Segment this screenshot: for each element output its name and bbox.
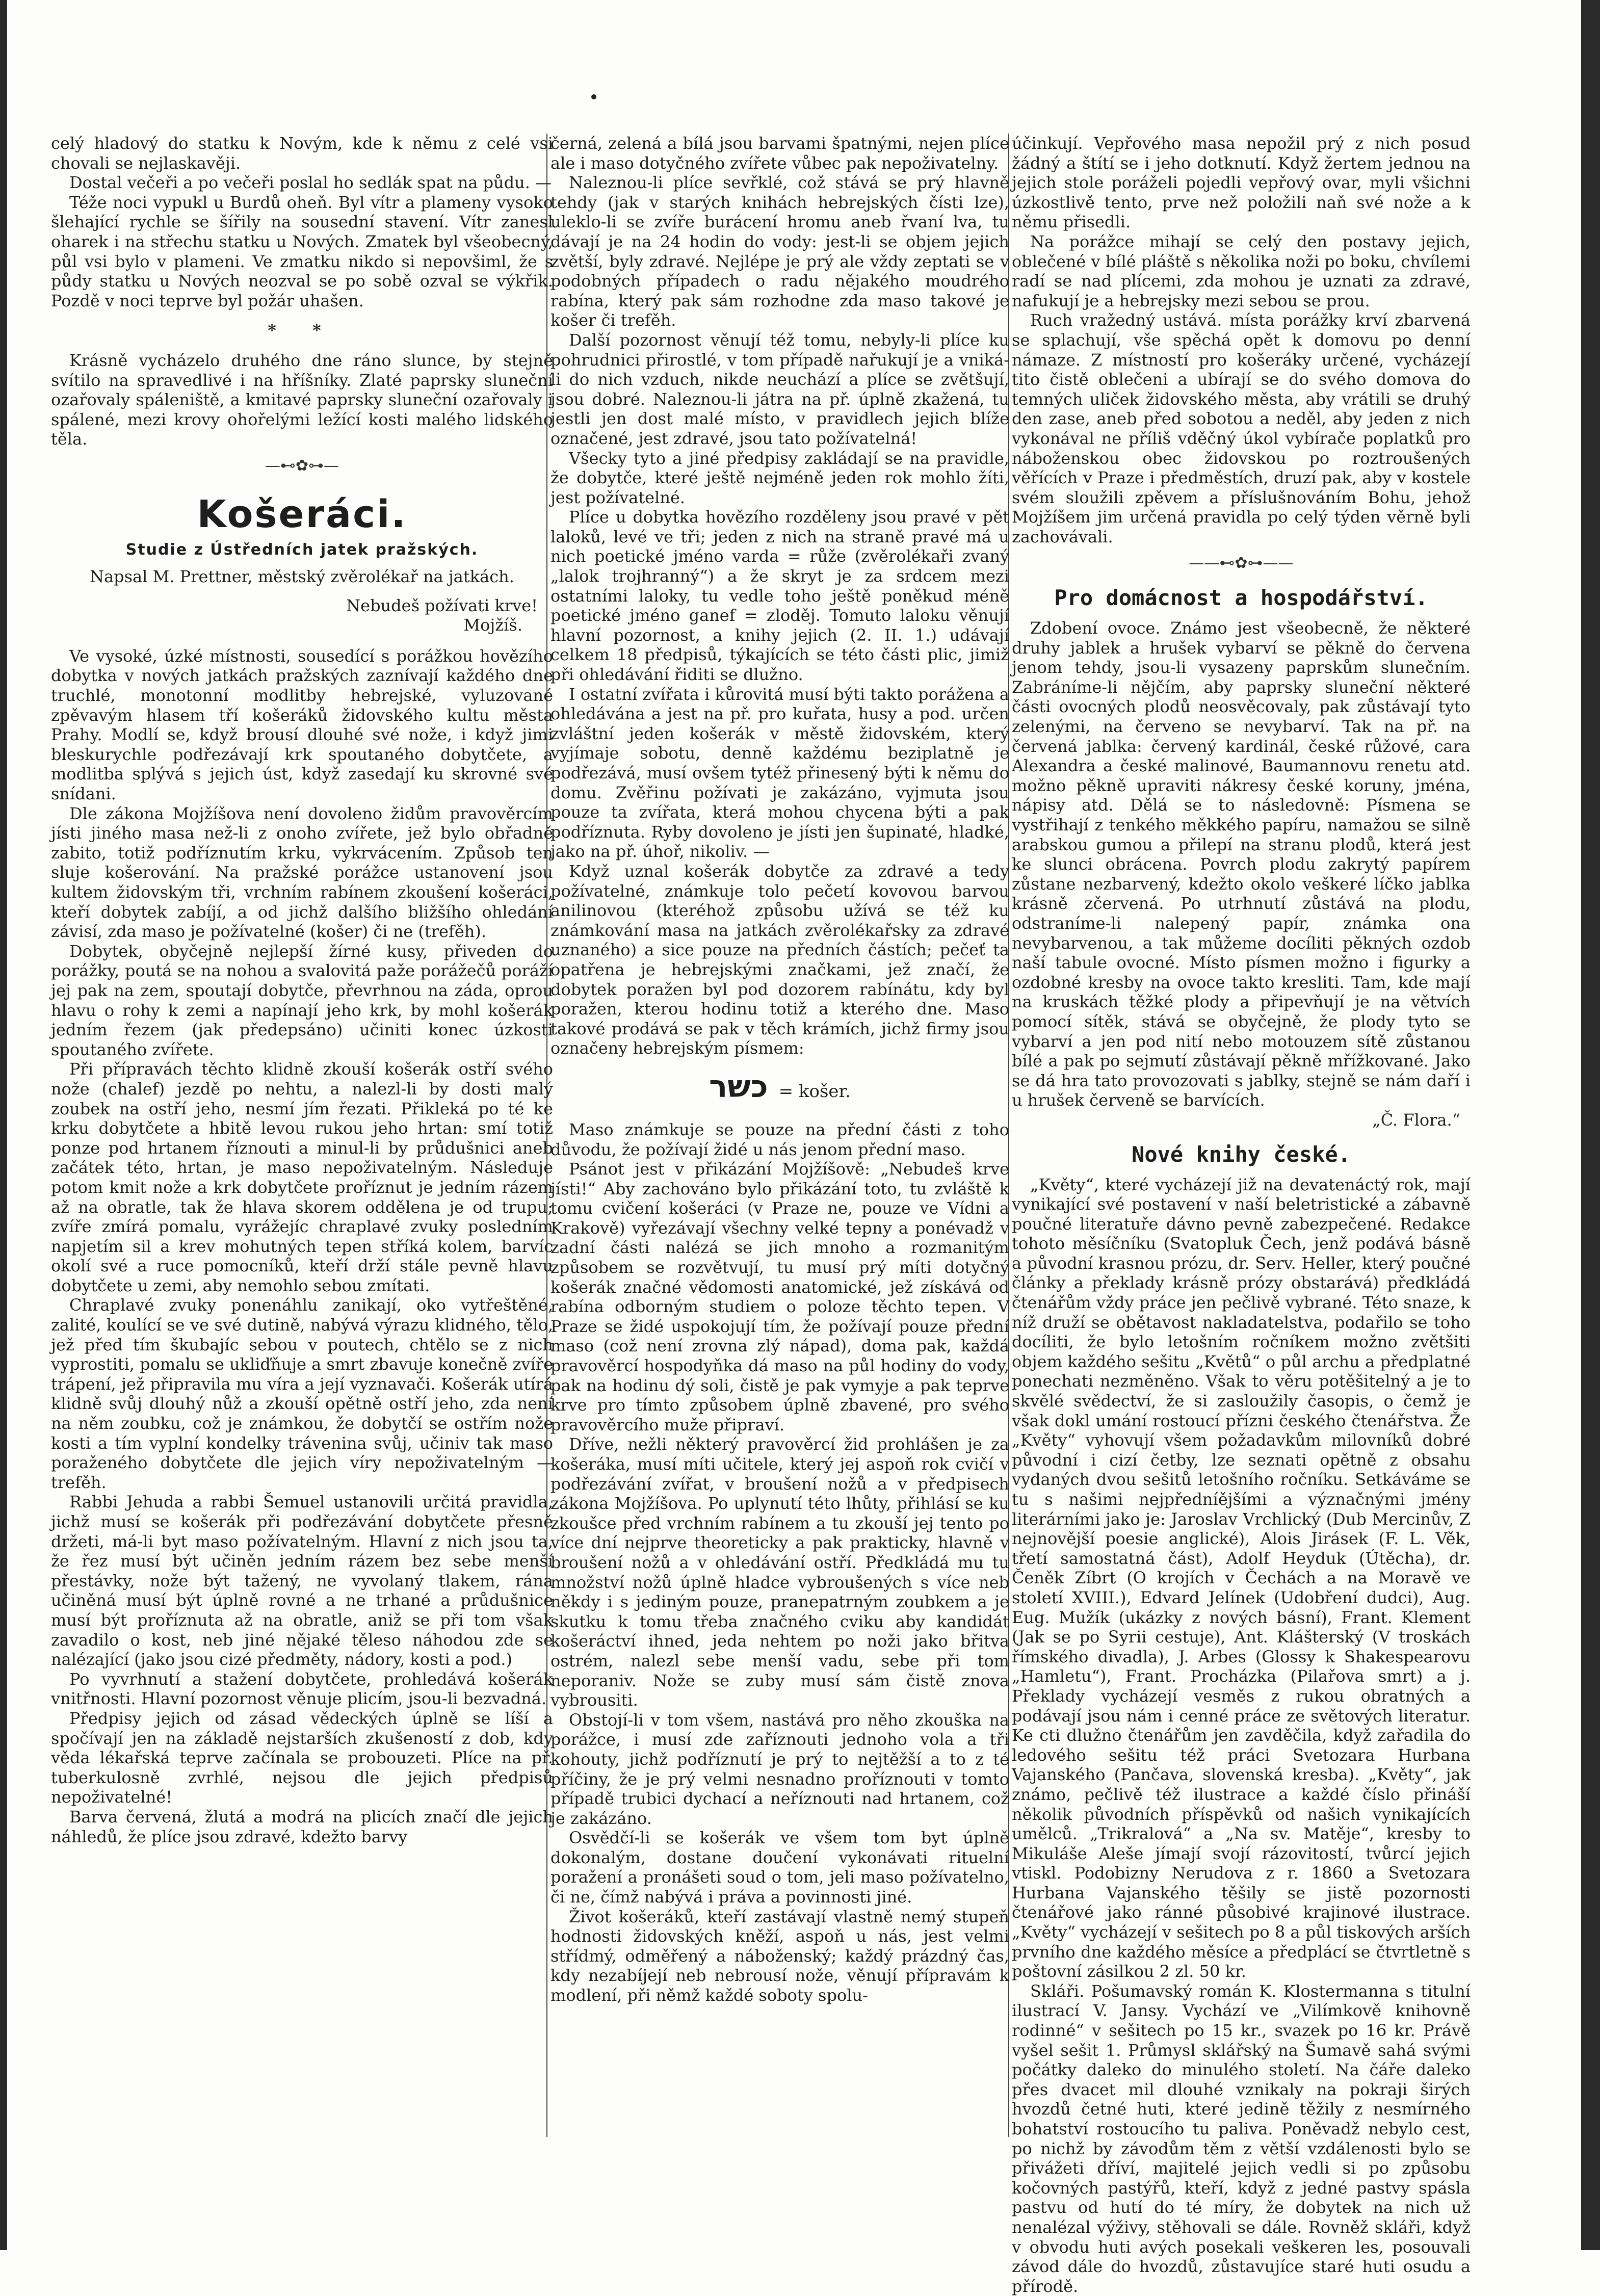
paragraph: černá, zelená a bílá jsou barvami špatnými, nejen plíce ale i maso dotyčného zvířete vůbec pak nepoživatelny. (550, 134, 1009, 173)
paragraph: Psánot jest v přikázání Mojžíšově: „Nebudeš krve jísti!“ Aby zachováno bylo přikázání toto, tu zvláště k tomu cvičení košeráci (v Praze ne, pouze ve Vídni a Krakově) vyřezávají všechny velké tepny a ponévadž v zadní části nalézá se jich mnoho a rozmanitým způsobem se rozvětvují, tu musí prý míti dotyčný košerák značné vědomosti anatomické, jež získává od rabína odborným studiem o poloze těchto tepen. V Praze se židé uspokojují tím, že požívají pouze přední maso (což není zrovna zlý nápad), doma pak, každá pravověrcí hospodyňka dá maso na půl hodiny do vody, pak na hodinu dý soli, čistě je pak vymyje a pak teprve krve pro tímto způsobem úplně zbavené, pro svého pravověrcího muže připraví. (550, 1159, 1009, 1434)
paragraph: celý hladový do statku k Novým, kde k němu z celé vsi chovali se nejlaskavěji. (51, 134, 553, 173)
ornament-divider: ——⊷✿⊶—— (1189, 554, 1294, 572)
paragraph: Rabbi Jehuda a rabbi Šemuel ustanovili určitá pravidla, jichž musí se košerák při podřezávání dobytčete přesně držeti, má-li byt maso požívatelným. Hlavní z nich jsou ta, že řez musí být učiněn jedním rázem bez sebe menší přestávky, nože být tažený, ne vyvolaný tlakem, rána učiněná musí být úplně rovné a ne trhané a průdušnice musí být proříznuta až na obratle, aniž se při tom však zavadilo o kost, neb jiné nějaké těleso náhodou zde se nalézající (jako jsou cizé předměty, nádory, kosti a pod.) (51, 1492, 553, 1669)
hebrew-kosher-word (550, 1066, 1009, 1112)
paragraph: I ostatní zvířata i kůrovitá musí býti takto porážena a ohledávána a jest na př. pro kuřata, husy a pod. určen zvláštní jeden košerák v městě židovském, který vyjímaje sobotu, denně každému beziplatně je podřezává, musí ovšem tytéž přinesený býti k němu do domu. Zvěřinu požívati je zakázáno, vyjmuta jsou pouze ta zvířata, která mohou chycena býti a pak podříznuta. Ryby dovoleno je jísti jen šupinaté, hladké, jako na př. úhoř, nikoliv. — (550, 684, 1009, 862)
article-motto: Nebudeš požívati krve! (346, 595, 538, 615)
paragraph: Barva červená, žlutá a modrá na plicích značí dle jejich náhledů, že plíce jsou zdravé, kdežto barvy (51, 1807, 553, 1846)
paragraph-source: „Č. Flora.“ (1372, 1110, 1460, 1130)
scan-edge-right (1581, 0, 1600, 2250)
hebrew-letters: כשר (709, 1068, 768, 1105)
section-separator: * * (268, 321, 336, 341)
paragraph: účinkují. Vepřového masa nepožil prý z nich posud žádný a štítí se i jeho dotknutí. Když žertem jednou na jejich stole poráželi pojedli vepřový ovar, myli všichni úzkostlivě tento, prve než položili naň své nože a k němu přisedli. (1012, 134, 1471, 232)
paragraph: Život košeráků, kteří zastávají vlastně nemý stupeň hodnosti židovských kněží, aspoň u nás, jest velmi střídmý, odměřený a náboženský; každý prázdný čas, kdy nezabíjejí neb nebrousí nože, věnují přípravám k modlení, při němž každé soboty spolu- (550, 1907, 1009, 2005)
paragraph: Plíce u dobytka hovězího rozděleny jsou pravé v pět laloků, levé ve tři; jeden z nich na straně pravé má u nich poetické jméno varda = růže (zvěrolékaři zvaný „lalok trojhranný“) a že skryt je za srdcem mezi ostatními laloky, tu vedle toho ještě poněkud méně poetické jméno ganef = zloděj. Tomuto laloku věnují hlavní pozornost, a knihy jejich (2. II. 1.) udávají celkem 18 předpisů, týkajících se této části plic, jimiž při ohledávání řiditi se dlužno. (550, 507, 1009, 685)
paragraph: Téže noci vypukl u Burdů oheň. Byl vítr a plameny vysoko šlehající rychle se šířily na sousední stavení. Vítr zanesl oharek i na střechu statku u Nových. Zmatek byl všeobecný, půl vsi bylo v plameni. Ve zmatku nikdo si nepovšiml, že s půdy statku u Nových neozval se po sobě ozval se výkřik. Pozdě v noci teprve byl požár uhašen. (51, 192, 553, 310)
paragraph: Po vyvrhnutí a stažení dobytčete, prohledává košerák vnitřnosti. Hlavní pozornost věnuje plicím, jsou-li bezvadná. (51, 1669, 553, 1709)
paragraph: Obstojí-li v tom všem, nastává pro něho zkouška na porážce, i musí zde zaříznouti jednoho vola a tři kohouty, jichž podříznutí je prý to nejtěžší a to z té příčiny, že je prý velmi nesnadno proříznouti v tomto případě trubici dychací a neříznouti nad hrtanem, což je zakázáno. (550, 1710, 1009, 1828)
paragraph: „Květy“, které vycházejí již na devatenáctý rok, mají vynikající své postavení v naší beletristické a zábavně poučné literatuře dávno pevně zabezpečené. Redakce tohoto měsíčníku (Svatopluk Čech, jenž podává básně a původní krasnou prózu, dr. Serv. Heller, který poučné články a překlady krásně prózy obstarává) předkládá čtenářům vždy práce jen pečlivě vybrané. Této snaze, k níž druží se obětavost nakladatelstva, podařilo se toho docíliti, že bylo letošním ročníkem možno zvětšiti objem každého sešitu „Květů“ o půl archu a předplatné ponechati nezměněno. Však to věru potěšitelný a je to skvělé svědectví, že si zasloužily časopis, o čemž je však dokl umání rostoucí přízni českého čtenářstva. Že „Květy“ vyhovují všem požadavkům milovníků dobré původní i cizí četby, lze seznati opětně z obsahu vydaných dvou sešitů letošního ročníku. Setkáváme se tu s našimi nejpředníějšími a význačnými jmény literárními jako je: Jaroslav Vrchlický (Dub Mercinův, Z nejnovější poesie anglické), Alois Jirásek (F. L. Věk, třetí samostatná část), Adolf Heyduk (Útěcha), dr. Čeněk Zíbrt (O krojích v Čechách a na Moravě ve století XVIII.), Edvard Jelínek (Udobření dudci), Aug. Eug. Mužík (ukázky z nových básní), Frant. Klement (Jak se po Syrii cestuje), Ant. Klášterský (V troskách římského divadla), J. Arbes (Glossy k Shakespearovu „Hamletu“), Frant. Procházka (Pilařova smrt) a j. Překlady vycházejí vesměs z rukou obratných a podávají jsou nám i cenné práce ze světových literatur. Ke cti dlužno čtenářům jen zavděčila, když zařadila do ledového sešitu též práci Svetozara Hurbana Vajanského (Pančava, slovenská kresba). „Květy“, jak známo, pečlivě též ilustrace a každé číslo přináší několik původních příspěvků od našich vynikajících umělců. „Trikralová“ a „Na sv. Matěje“, kresby to Mikuláše Aleše jímají svojí rázovitostí, tvůrcí jejich vtiskl. Podobizny Nerudova z r. 1860 a Svetozara Hurbana Vajanského těšily se jistě pozornosti čtenářové jako ránné působivé krajinové ilustrace. „Květy“ vycházejí v sešitech po 8 a půl tiskových arších prvního dne každého měsíce a předplácí se čtvrtletně s poštovní zásilkou 2 zl. 50 kr. (1012, 1175, 1471, 1981)
paragraph: Chraplavé zvuky ponenáhlu zanikají, oko vytřeštěné, zalité, koulící se ve své dutině, nabývá výrazu klidného, tělo, jež před tím škubajíc sebou v poutech, chtělo se z nich vyprostiti, pomalu se ukliďňuje a smrt zbavuje konečně zvíře trápení, jež připravila mu víra a její vyznavači. Košerák utírá klidně svůj dlouhý nůž a zkouší opětně ostří jeho, zda není na něm zoubku, což je známkou, že dobytčí se ostřím nože kosti a tím vyplní kondelky trávenina svůj, učiniv tak maso poraženého dobytčete dle jejich víry nepoživatelným — trefěh. (51, 1295, 553, 1492)
section-heading-books: Nové knihy české. (1132, 1141, 1351, 1167)
article-motto-source: Mojžíš. (463, 615, 522, 635)
paragraph: Na porážce mihají se celý den postavy jejich, oblečené v bílé pláště s několika noži po boku, chvílemi radí se nad plícemi, zda mohou je uznati za zdravé, nafukují je a hebrejsky mezi sebou se prou. (1012, 231, 1471, 310)
paragraph: Dobytek, obyčejně nejlepší žírné kusy, přiveden do porážky, poutá se na nohou a svalovitá paže porážečů poráží jej pak na zem, spoutají dobytče, převrhnou na záda, oprou hlavu o rohy k zemi a napínají jeho krk, by mohl košerák jedním řezem (jak předepsáno) učiniti konec úzkosti spoutaného zvířete. (51, 941, 553, 1059)
paragraph: Dostal večeři a po večeři poslal ho sedlák spat na půdu. — (69, 173, 552, 193)
paragraph: Skláři. Pošumavský román K. Klostermanna s titulní ilustrací V. Jansy. Vychází ve „Vilímkově knihovně rodinné“ v sešitech po 15 kr., svazek po 16 kr. Právě vyšel sešit 1. Průmysl sklářský na Šumavě sahá svými počátky daleko do minulého století. Na čáře daleko přes dvacet mil dlouhé vznikaly na pokraji širých hvozdů četné huti, které jedině těžily z nesmírného bohatství rostoucího tu paliva. Poněvadž nebylo cest, po nichž by závodům těm z větší vzdálenosti bylo se přivážeti dříví, majitelé jejich vedli si po způsobu kočovných pastýřů, kteří, když z jedné pastvy spásla pastvu od hutí do té míry, že dobytek na nich už nenalézal výživy, stěhovali se dále. Rovněž skláři, když v obvodu huti avých posekali veškeren les, posouvali závod dále do hvozdů, zůstavujíce staré huti osudu a přírodě. (1012, 1981, 1471, 2296)
hebrew-translation: = košer. (778, 1081, 851, 1102)
paragraph: Všecky tyto a jiné předpisy zakládají se na pravidle, že dobytče, které ještě nejméně jeden rok mohlo žíti, jest požívatelné. (550, 448, 1009, 507)
paragraph: Osvědčí-li se košerák ve všem tom byt úplně dokonalým, dostane doučení vykonávati rituelní poražení a pronášeti soud o tom, jeli maso požívatelno, či ne, čímž nabývá i práva a povinnosti jiné. (550, 1828, 1009, 1907)
paragraph: Maso známkuje se pouze na přední části z toho důvodu, že požívají židé u nás jenom přední maso. (550, 1119, 1009, 1159)
article-byline: Napsal M. Prettner, městský zvěrolékař na jatkách. (90, 567, 514, 587)
paragraph: Zdobení ovoce. Známo jest všeobecně, že některé druhy jablek a hrušek vybarví se pěkně do červena jenom tehdy, jsou-li vysazeny paprskům slunečním. Zabráníme-li nějčím, aby paprsky sluneční některé části ovocných plodů neosvěcovaly, pak zůstávají tyto zelenými, na červeno se nevybarví. Tak na př. na červená jablka: červený kardinál, české růžové, carа Alexandra a české malinové, Baumannovu renetu atd. možno pěkně upraviti nákresy české koruny, jména, nápisy atd. Dělá se to následovně: Písmena se vystřihají z tenkého měkkého papíru, namažou se silně arabskou gumou a přilepí na stranu plodů, která jest ke slunci obrácena. Povrch plodu zakrytý papírem zůstane nezbarvený, kdežto okolo veškeré líčko jablka krásně zčervená. Po utrhnutí zůstává na plodu, odstraníme-li nalepený papír, známka ona nevybarvenou, a tak můžeme docíliti pěkných ozdob naší tabule ovocné. Místo písmen možno i figurky a ozdobné kresby na ovoce takto kresliti. Tam, kde mají na kruskách těžké plody a připevňují je na větvích pomocí sítěk, stává se obyčejně, že plody tyto se vybarví a jen pod nití nebo motouzem sítě zůstanou bílé a pak po sejmutí zůstávají pěkně mřížkované. Jako se dá hra tato provozovati s jablky, stejně se nám daří i u hrušek červeně se barvících. (1012, 618, 1471, 1110)
paragraph: Předpisy jejich od zásad vědeckých úplně se líší a spočívají jen na základě nejstarších zkušeností z dob, kdy věda lékařská teprve začínala se probouzeti. Plíce na př. tuberkulosně zvrhlé, nejsou dle jejich předpisů nepoživatelné! (51, 1708, 553, 1807)
paragraph: Naleznou-li plíce sevřklé, což stává se prý hlavně tehdy (jak v starých knihách hebrejských čísti lze), uleklo-li se zvíře burácení hromu aneb řvaní lva, tu dávají je na 24 hodin do vody: jest-li se objem jejich zvětší, byly zdravé. Nejlépe je prý ale vždy zeptati se v podobných případech o radu nějakého moudrého rabína, který pak sám rozhodne zda maso takové je košer či trefěh. (550, 173, 1009, 330)
paragraph: Dle zákona Mojžíšova není dovoleno židům pravověrcím jísti jiného masa než-li z onoho zvířete, jež bylo obřadně zabito, totiž podříznutím krku, vykrvácením. Způsob ten sluje košerování. Na pražské porážce ustanovení jsou kultem židovským tři, vrchním rabínem zkoušení košeráci, kteří dobytek zabíjí, a od jichž dalšího bližšího ohledání závisí, zda maso je požívatelné (košer) či ne (trefěh). (51, 803, 553, 942)
column-left (51, 134, 553, 2203)
article-title: Košeráci. (197, 492, 407, 536)
section-heading-household: Pro domácnost a hospodářství. (1054, 585, 1428, 611)
paragraph: Krásně vycházelo druhého dne ráno slunce, by stejně svítilo na spravedlivé i na hříšníky. Zlaté paprsky sluneční ozařovaly spáleniště, a kmitavé paprsky sluneční ozařovaly i spálené, mezi krovy ohořelými ležící kosti malého lidského těla. (51, 350, 553, 449)
scan-edge-left (0, 0, 7, 2250)
column-middle (550, 134, 1009, 2203)
article-subtitle: Studie z Ústředních jatek pražských. (125, 540, 479, 559)
ornament-divider: —⊷✿⊶— (265, 456, 339, 475)
column-right (1012, 134, 1471, 2296)
paragraph: Dříve, nežli některý pravověrcí žid prohlášen je za košeráka, musí míti učitele, který jej aspoň rok cvičí v podřezávání zvířat, v broušení nožů a v předpisech zákona Mojžíšova. Po uplynutí této lhůty, přihlásí se ku zkoušce před vrchním rabínem a tu zkouší jej tento po více dní nejprve theoreticky a pak prakticky, hlavně v broušení nožů a v ohledávání ostří. Předkládá mu tu množství nožů úplně hladce vybroušených s více neb někdy i s jediným pouze, pranepatrným zoubkem a je skutku k tomu třeba značného cviku aby kandidát košeráctví ihned, jeda nehtem po noži jako břitva ostrém, nalezl sebe menší vadu, sebe při tom neporaniv. Nože se zuby musí sám čistě znova vybrousiti. (550, 1434, 1009, 1710)
paragraph: Když uznal košerák dobytče za zdravé a tedy požívatelné, známkuje tolo pečetí kovovou barvou anilinovou (kteréhož způsobu užívá se též ku známkování masa na jatkách zvěrolékařsky za zdravé uznaného) a sice pouze na předních částích; pečeť ta opatřena je hebrejskými značkami, jež značí, že dobytek poražen byl pod dozorem rabínátu, kdy byl poražen, kterou hodinu totiž a kterého dne. Maso takové prodává se pak v těch krámích, jichž firmy jsou označeny hebrejským písmem: (550, 861, 1009, 1058)
paragraph: Ve vysoké, úzké místnosti, sousedící s porážkou hovězího dobytka v nových jatkách pražských zaznívají každého dne truchlé, monotonní modlitby hebrejské, vyluzované zpěvavým hlasem tří košeráků židovského kultu města Prahy. Modlí se, když brousí dlouhé své nože, i když jimi bleskurychle podřezávají krk spoutaného dobytčete, a modlitba splývá s jejich úst, když zasedají ku skrovné své snídani. (51, 646, 553, 804)
paragraph: Ruch vražedný ustává. místa porážky krví zbarvená se splachují, vše spěchá opět k domovu po denní námaze. Z místností pro košeráky určené, vycházejí tito čistě oblečeni a ubírají se do svého domova do temných uliček židovského města, aby vrátili se druhý den zase, aneb před sobotou a neděl, aby jeden z nich vykonával ne příliš vděčný úkol vybírače poplatků pro náboženskou obec židovskou po roztroušených věřících v Praze i předměstích, druzí pak, aby v kostele svém sloužili zpěvem a příslušnováním Bohu, jehož Mojžíšem jim určená pravidla po celý týden věrně byli zachovávali. (1012, 310, 1471, 546)
paragraph: Při přípravách těchto klidně zkouší košerák ostří svého nože (chalef) jezdě po nehtu, a nalezl-li by dosti malý zoubek na ostří jeho, nesmí jím řezati. Přikleká po té ke krku dobytčete a hbitě levou rukou jeho hrtan: smí totiž ponze pod hrtanem říznouti a minul-li by průdušnici aneb začátek této, hrtan, je maso nepoživatelným. Následuje potom kmit nože a krk dobytčete proříznut je jedním rázem až na obratle, tak že hlava skorem oddělena je od trupu; zvíře zmírá pomalu, vyrážejíc chraplavé zvuky posledním napjetím sil a krev mohutných tepen stříká kolem, barvíc okolí své a ruce pomocníků, kteří drží stále pevně hlavu dobytčete u zemi, aby nemohlo sebou zmítati. (51, 1059, 553, 1295)
page-mark (591, 94, 596, 99)
paragraph: Další pozornost věnují též tomu, nebyly-li plíce ku pohrudnici přirostlé, v tom případě nařukují je a vniká-li do nich vzduch, nikde neuchází a plíce se zvětšují, jsou dobré. Naleznou-li játra na př. úplně zkažená, tu jestli jen dost malé místo, v pravidlech jejich blíže označené, jest zdravé, jsou tato požívatelná! (550, 330, 1009, 448)
